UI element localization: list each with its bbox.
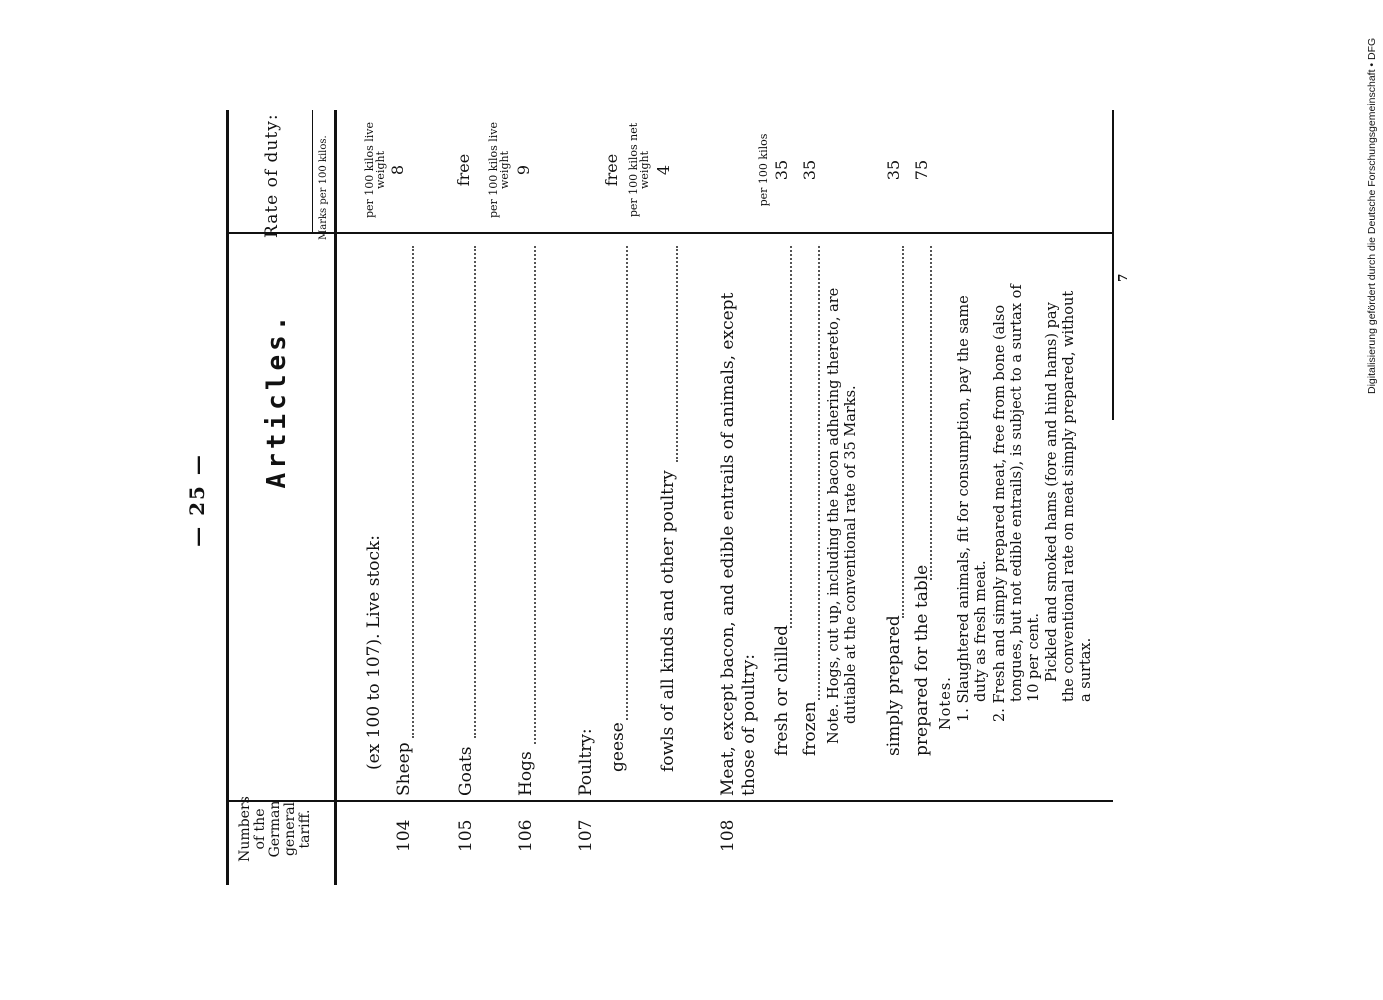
col-divider-left — [226, 800, 1113, 802]
note-line: Pickled and smoked hams (fore and hind hams) pay — [1044, 302, 1060, 682]
page-number: — 25 — — [185, 453, 209, 547]
tariff-number: 104 — [394, 819, 414, 852]
article-name: fowls of all kinds and other poultry — [658, 470, 678, 772]
tariff-number: 108 — [718, 819, 738, 852]
article-name: Hogs — [516, 751, 536, 796]
article-name: Sheep — [394, 742, 414, 796]
article-name: frozen — [800, 701, 820, 756]
section-title: (ex 100 to 107). Live stock: — [364, 534, 384, 770]
rate-unit: per 100 kilos live weight — [487, 121, 511, 219]
article-name: Meat, except bacon, and edible entrails of animals, except those of poultry: — [718, 292, 759, 796]
rate-unit: per 100 kilos — [757, 133, 770, 207]
article-name: Goats — [456, 746, 476, 796]
header-numbers-line: of the — [252, 808, 268, 850]
rate-value: 35 — [772, 159, 791, 181]
note-line: 10 per cent. — [1026, 613, 1042, 702]
note-number: 1. — [956, 708, 972, 722]
header-rate-of-duty: Rate of duty: — [262, 113, 282, 238]
rate-value: 4 — [654, 164, 673, 176]
tariff-number: 105 — [456, 819, 476, 852]
col-divider-right — [226, 232, 1113, 234]
rate-value: 9 — [514, 164, 533, 176]
note-line: a surtax. — [1078, 637, 1094, 702]
table-bottom-rule — [1112, 110, 1114, 420]
leader-dots — [902, 246, 904, 618]
note-hogs-line: dutiable at the conventional rate of 35 Marks. — [843, 385, 859, 724]
note-line: the conventional rate on meat simply prepared, without — [1061, 290, 1077, 702]
signature-mark: 7 — [1116, 273, 1130, 282]
note-line: Slaughtered animals, fit for consumption, pay the same — [956, 295, 972, 704]
dfg-watermark-text: Digitalisierung gefördert durch die Deutsche Forschungsgemeinschaft • DFG — [1366, 37, 1378, 394]
note-line: Fresh and simply prepared meat, free from bone (also — [992, 304, 1008, 704]
header-articles: Articles. — [262, 311, 292, 489]
article-name: prepared for the table — [912, 564, 932, 756]
rate-value: free — [454, 153, 473, 187]
rate-header-rule — [312, 110, 313, 234]
table-top-rule — [226, 110, 229, 885]
note-item — [992, 305, 1009, 722]
rate-value: 35 — [884, 159, 903, 181]
note-item — [956, 295, 973, 722]
notes-heading: Notes. — [938, 676, 954, 730]
note-line: duty as fresh meat. — [973, 560, 989, 702]
tariff-number: 107 — [576, 819, 596, 852]
leader-dots — [818, 246, 820, 700]
header-numbers-line: German — [267, 800, 283, 858]
note-hogs-line: Note. Hogs, cut up, including the bacon adhering thereto, are — [826, 287, 842, 744]
header-numbers-line: tariff. — [297, 809, 313, 849]
header-numbers-line: general — [282, 801, 298, 857]
leader-dots — [534, 246, 536, 744]
leader-dots — [412, 246, 414, 738]
leader-dots — [474, 246, 476, 738]
leader-dots — [930, 246, 932, 580]
article-name: simply prepared — [884, 615, 904, 756]
article-name: geese — [608, 722, 628, 772]
header-numbers-line: Numbers — [237, 796, 253, 862]
tariff-number: 106 — [516, 819, 536, 852]
rate-value: free — [602, 153, 621, 187]
note-number: 2. — [992, 708, 1008, 722]
leader-dots — [676, 246, 678, 462]
article-name: Poultry: — [576, 728, 596, 796]
dfg-watermark — [1366, 38, 1378, 394]
leader-dots — [790, 246, 792, 628]
leader-dots — [626, 246, 628, 720]
rate-value: 8 — [388, 164, 407, 176]
table-header-rule — [334, 110, 337, 885]
note-line: tongues, but not edible entrails), is subject to a surtax of — [1009, 284, 1025, 702]
rate-value: 35 — [800, 159, 819, 181]
rate-unit: per 100 kilos net weight — [627, 122, 651, 218]
note-hogs — [826, 288, 860, 744]
rate-value: 75 — [912, 159, 931, 181]
article-name: fresh or chilled — [772, 624, 792, 756]
header-marks-unit: Marks per 100 kilos. — [318, 135, 329, 240]
rate-unit: per 100 kilos live weight — [363, 121, 387, 219]
